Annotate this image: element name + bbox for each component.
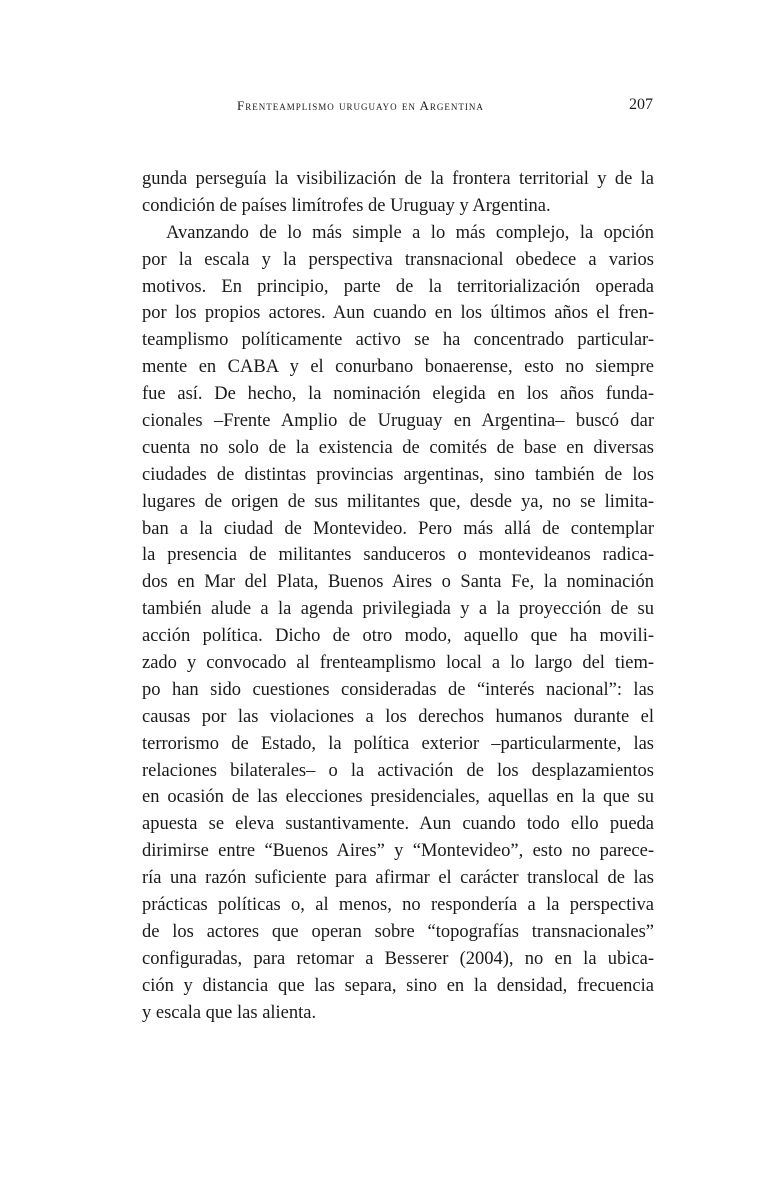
text-line: en ocasión de las elecciones presidenciales, aquellas en la que su <box>142 787 654 808</box>
text-line: también alude a la agenda privilegiada y a la proyección de su <box>142 599 654 620</box>
text-line: ría una razón suficiente para afirmar el carácter translocal de las <box>142 868 654 889</box>
text-line: prácticas políticas o, al menos, no respondería a la perspectiva <box>142 895 654 916</box>
text-line: por los propios actores. Aun cuando en los últimos años el fren- <box>142 303 654 324</box>
text-line: ciudades de distintas provincias argentinas, sino también de los <box>142 464 654 485</box>
text-line: apuesta se eleva sustantivamente. Aun cuando todo ello pueda <box>142 814 654 835</box>
text-line: motivos. En principio, parte de la territorialización operada <box>142 276 654 297</box>
text-line: lugares de origen de sus militantes que, desde ya, no se limita- <box>142 491 654 512</box>
text-line: fue así. De hecho, la nominación elegida en los años funda- <box>142 384 654 405</box>
text-line: por la escala y la perspectiva transnacional obedece a varios <box>142 249 654 270</box>
text-line: teamplismo políticamente activo se ha concentrado particular- <box>142 330 654 351</box>
text-line: y escala que las alienta. <box>142 1002 317 1023</box>
text-line: ban a la ciudad de Montevideo. Pero más allá de contemplar <box>142 518 654 539</box>
text-line: dirimirse entre “Buenos Aires” y “Montevideo”, esto no parece- <box>142 841 654 862</box>
text-line: dos en Mar del Plata, Buenos Aires o Santa Fe, la nominación <box>142 572 654 593</box>
text-line: la presencia de militantes sanduceros o montevideanos radica- <box>142 545 654 566</box>
text-line: configuradas, para retomar a Besserer (2004), no en la ubica- <box>142 948 654 969</box>
text-line: gunda perseguía la visibilización de la frontera territorial y de la <box>142 169 654 189</box>
body-text <box>142 166 654 1027</box>
text-line: causas por las violaciones a los derechos humanos durante el <box>142 706 654 727</box>
text-line: Avanzando de lo más simple a lo más complejo, la opción <box>166 222 654 243</box>
text-line: cionales –Frente Amplio de Uruguay en Argentina– buscó dar <box>142 411 654 432</box>
running-head: Frenteamplismo uruguayo en Argentina <box>237 98 484 113</box>
text-line: relaciones bilaterales– o la activación de los desplazamientos <box>142 760 654 781</box>
text-line: terrorismo de Estado, la política exterior –particularmente, las <box>142 733 654 754</box>
text-line: po han sido cuestiones consideradas de “interés nacional”: las <box>142 679 654 700</box>
text-line: cuenta no solo de la existencia de comités de base en diversas <box>142 437 654 458</box>
text-line: zado y convocado al frenteamplismo local a lo largo del tiem- <box>142 653 654 674</box>
text-line: de los actores que operan sobre “topografías transnacionales” <box>142 921 654 942</box>
text-line: mente en CABA y el conurbano bonaerense, esto no siempre <box>142 357 654 378</box>
text-line: acción política. Dicho de otro modo, aquello que ha movili- <box>142 626 654 647</box>
page-number: 207 <box>629 96 653 113</box>
text-line: ción y distancia que las separa, sino en la densidad, frecuencia <box>142 975 654 996</box>
text-line: condición de países limítrofes de Uruguay y Argentina. <box>142 195 551 216</box>
